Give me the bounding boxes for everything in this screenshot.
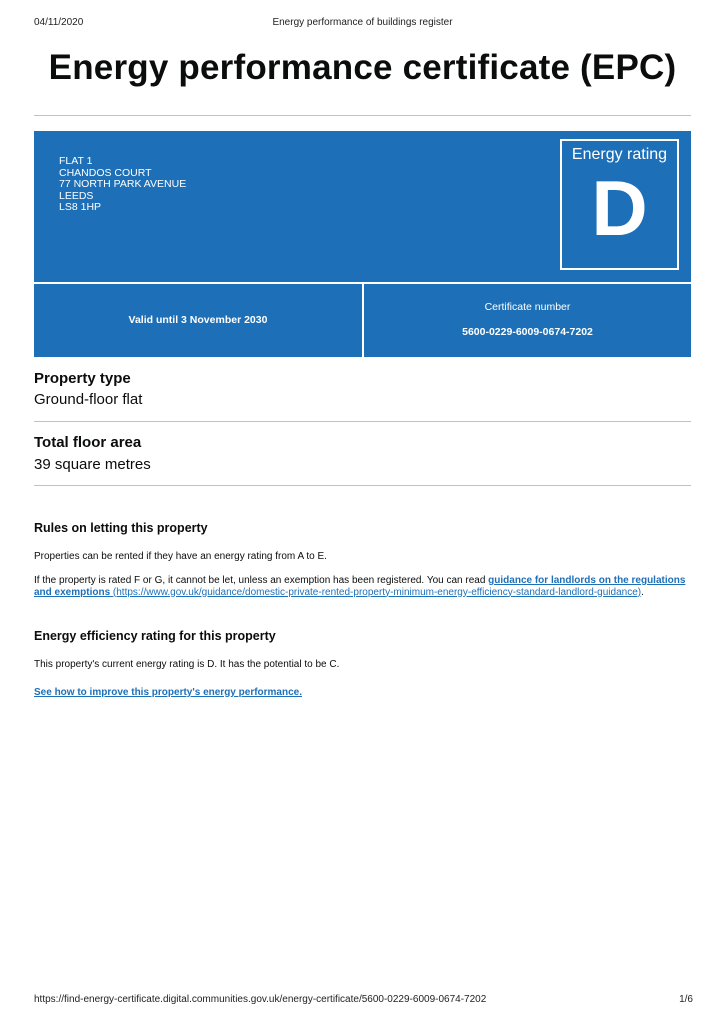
print-header (0, 17, 725, 31)
divider (34, 115, 691, 116)
print-url: https://find-energy-certificate.digital.communities.gov.uk/energy-certificate/5600-0229-6009-0674-7202 (34, 994, 487, 1005)
address-line: LS8 1HP (59, 201, 102, 213)
rules-paragraph-1: Properties can be rented if they have an energy rating from A to E. (34, 551, 327, 562)
energy-rating-box (560, 139, 679, 270)
energy-rating-letter: D (591, 164, 648, 252)
rules-paragraph-2-text: If the property is rated F or G, it cannot be let, unless an exemption has been registered. You can read (34, 575, 489, 586)
divider (34, 421, 691, 422)
address-line: FLAT 1 (59, 155, 93, 167)
page-title: Energy performance certificate (EPC) (48, 48, 677, 87)
divider (34, 485, 691, 486)
rules-paragraph-2 (34, 575, 691, 598)
print-page-title: Energy performance of buildings register (272, 17, 453, 28)
landlord-guidance-url[interactable]: (https://www.gov.uk/guidance/domestic-private-rented-property-minimum-energy-efficiency-standard-landlord-guidance) (112, 586, 642, 598)
efficiency-paragraph: This property's current energy rating is D. It has the potential to be C. (34, 659, 340, 670)
address-line: 77 NORTH PARK AVENUE (59, 178, 187, 190)
valid-until-cell (34, 284, 362, 357)
landlord-guidance-link[interactable]: guidance for landlords on the regulations and exemptions (34, 575, 686, 598)
floor-area-heading: Total floor area (34, 434, 142, 451)
address-panel (34, 131, 691, 282)
certificate-number: 5600-0229-6009-0674-7202 (462, 326, 593, 338)
rules-paragraph-2-end: . (641, 586, 644, 598)
address-line: LEEDS (59, 189, 94, 202)
address-line: CHANDOS COURT (59, 166, 152, 179)
property-type-heading: Property type (34, 370, 131, 387)
property-address (59, 156, 186, 214)
page-number: 1/6 (679, 994, 693, 1005)
improve-performance-paragraph (34, 687, 691, 699)
certificate-number-cell (364, 284, 691, 357)
efficiency-heading: Energy efficiency rating for this property (34, 629, 276, 643)
floor-area-value: 39 square metres (34, 456, 151, 473)
certificate-number-label: Certificate number (484, 301, 571, 313)
certificate-info-panel (34, 284, 691, 357)
energy-rating-label: Energy rating (571, 146, 668, 163)
rules-heading: Rules on letting this property (34, 521, 208, 535)
property-type-value: Ground-floor flat (34, 391, 143, 408)
print-date: 04/11/2020 (34, 17, 84, 28)
valid-until: Valid until 3 November 2030 (128, 314, 268, 326)
improve-performance-link[interactable]: See how to improve this property's energy performance. (34, 687, 303, 698)
